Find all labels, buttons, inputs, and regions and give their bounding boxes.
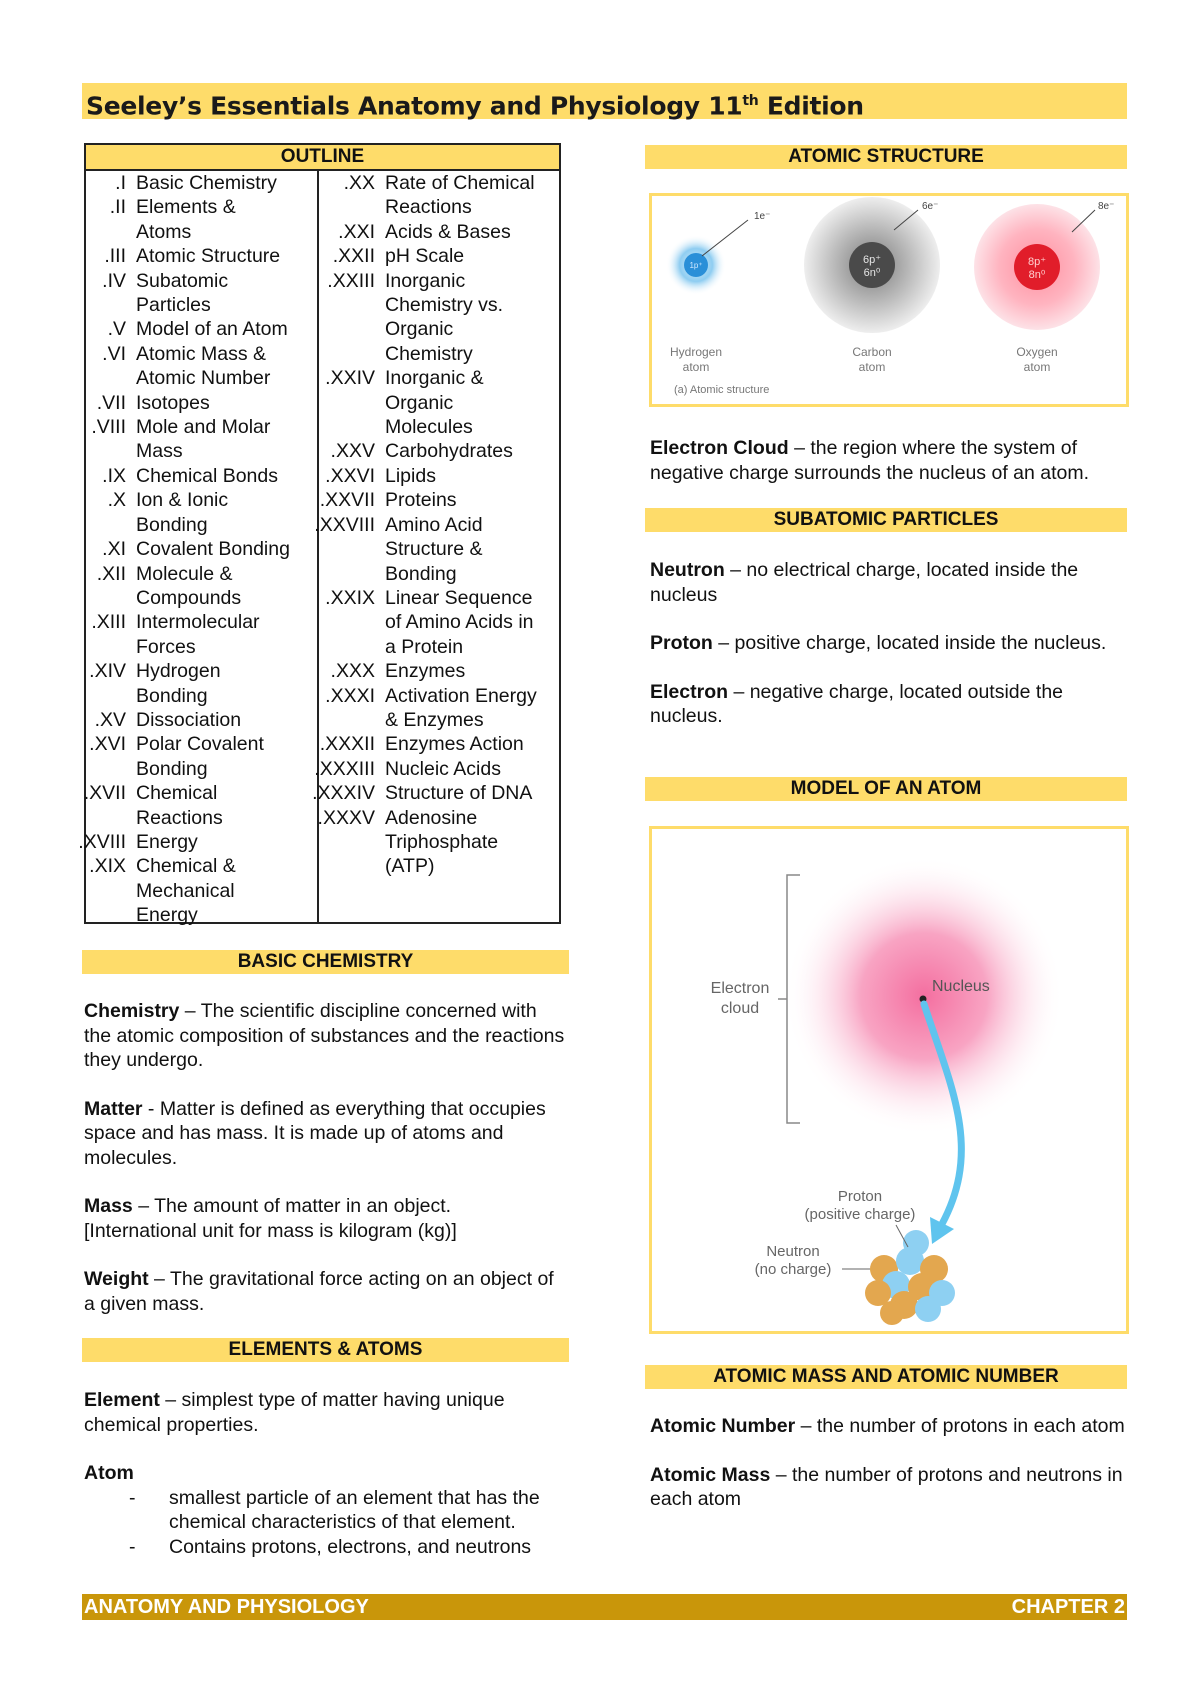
oxygen-core-label-1: 8p⁺	[1027, 256, 1047, 268]
outline-item-number	[86, 586, 136, 610]
definition-text: – negative charge, located outside the nucleus.	[650, 680, 1064, 727]
outline-item-label: Acids & Bases	[385, 220, 511, 243]
outline-item	[312, 781, 559, 805]
outline-item	[86, 854, 317, 878]
hydrogen-core-label: 1p⁺	[689, 261, 703, 270]
hydrogen-shell-label: 1e⁻	[754, 211, 771, 222]
outline-item-number	[86, 903, 136, 927]
outline-item-label: Mechanical	[136, 879, 235, 902]
section-heading-atomic-mass: ATOMIC MASS AND ATOMIC NUMBER	[645, 1365, 1127, 1389]
outline-left-column	[78, 171, 317, 928]
electron-cloud-label: Electron	[710, 980, 770, 997]
outline-item-label: (ATP)	[385, 855, 435, 878]
outline-item-label: Proteins	[385, 489, 457, 512]
outline-item	[314, 513, 559, 537]
outline-item-label: Isotopes	[136, 391, 210, 414]
definition-term: Electron	[650, 680, 729, 703]
element-definition: Element – simplest type of matter having unique chemical properties.	[84, 1389, 505, 1436]
definition-term: Weight	[84, 1268, 149, 1290]
model-of-atom-figure	[649, 826, 1129, 1334]
outline-item	[86, 488, 317, 512]
outline-item-label: Amino Acid	[385, 513, 483, 536]
definition-term: Mass	[84, 1195, 133, 1217]
outline-item-number	[86, 366, 136, 390]
outline-item-number	[319, 415, 385, 439]
outline-item-number: IX.	[102, 464, 126, 487]
outline-item-number	[319, 562, 385, 586]
outline-item-number: XV.	[94, 708, 126, 731]
oxygen-shell-label: 8e⁻	[1098, 201, 1115, 212]
proton-label-2: (positive charge)	[804, 1206, 916, 1223]
page-title: Seeley’s Essentials Anatomy and Physiology 11th Edition	[86, 91, 864, 121]
definition-paragraph	[84, 1267, 569, 1316]
outline-item-number	[86, 220, 136, 244]
outline-item	[319, 415, 559, 439]
outline-item	[319, 537, 559, 561]
outline-item	[319, 659, 559, 683]
outline-item	[86, 269, 317, 293]
outline-item-label: Molecules	[385, 416, 473, 439]
outline-item-label: Organic	[385, 391, 454, 414]
outline-item	[86, 513, 317, 537]
outline-item-label: Hydrogen	[136, 660, 221, 683]
carbon-label-2: atom	[858, 360, 886, 374]
outline-item	[83, 781, 317, 805]
outline-item	[86, 903, 317, 927]
outline-item	[86, 659, 317, 683]
definition-text: – The scientific discipline concerned with the atomic composition of substances and the reactions they undergo.	[84, 1000, 565, 1071]
outline-item-number: XXIV.	[325, 367, 375, 390]
outline-item	[319, 464, 559, 488]
atomic-structure-figure	[649, 193, 1129, 407]
outline-heading: OUTLINE	[86, 145, 559, 171]
title-bar	[82, 83, 1127, 119]
outline-item-label: Ion & Ionic	[136, 489, 229, 512]
outline-item	[86, 708, 317, 732]
outline-item	[319, 220, 559, 244]
atomic-structure-diagram	[652, 196, 1126, 404]
definition-term: Matter	[84, 1097, 143, 1120]
outline-item-label: & Enzymes	[385, 708, 484, 731]
outline-item-label: Compounds	[136, 586, 242, 609]
outline-item	[78, 830, 317, 854]
outline-item-label: Bonding	[136, 757, 208, 780]
definition-text: – The gravitational force acting on an object of a given mass.	[84, 1268, 554, 1315]
outline-item-label: Elements &	[136, 196, 236, 219]
definition-term: Atomic Mass	[650, 1463, 771, 1486]
atom-bullet: - Contains protons, electrons, and neutrons	[84, 1535, 569, 1560]
section-heading-model-of-atom: MODEL OF AN ATOM	[645, 777, 1127, 801]
outline-item	[319, 830, 559, 854]
outline-item	[319, 269, 559, 293]
definition-term: Chemistry	[84, 1000, 180, 1022]
outline-item-label: Forces	[136, 635, 196, 658]
outline-item-label: Model of an Atom	[136, 318, 288, 341]
outline-item-number	[86, 757, 136, 781]
basic-chemistry-text	[84, 999, 569, 1340]
outline-item	[319, 806, 559, 830]
definition-text: – positive charge, located inside the nucleus.	[712, 632, 1107, 654]
footer-subject: ANATOMY AND PHYSIOLOGY	[84, 1596, 369, 1618]
outline-item-label: Reactions	[385, 196, 472, 219]
outline-item-number: XX.	[343, 172, 375, 194]
definition-text: – no electrical charge, located inside the nucleus	[650, 559, 1079, 606]
definition-text: - Matter is defined as everything that occupies space and has mass. It is made up of atoms and molecules.	[84, 1097, 546, 1169]
outline-item	[86, 366, 317, 390]
outline-item-number: XXXII.	[319, 733, 375, 756]
outline-item-label: Atomic Mass &	[136, 342, 267, 365]
outline-item	[319, 708, 559, 732]
neutron-label: Neutron	[766, 1243, 820, 1260]
outline-item-number	[86, 439, 136, 463]
atom-term: Atom	[84, 1462, 134, 1484]
outline-item	[319, 439, 559, 463]
outline-item-number	[319, 317, 385, 341]
definition-term: Neutron	[650, 559, 725, 581]
oxygen-label-2: atom	[1023, 360, 1051, 374]
outline-item	[319, 342, 559, 366]
outline-item	[86, 391, 317, 415]
outline-item	[86, 732, 317, 756]
outline-item-number: XIII.	[91, 611, 126, 634]
outline-item	[86, 220, 317, 244]
outline-item-label: Energy	[136, 830, 198, 853]
outline-item-label: Structure &	[385, 538, 483, 561]
outline-item	[319, 684, 559, 708]
oxygen-core-label-2: 8n⁰	[1028, 269, 1046, 281]
outline-item-number: III.	[104, 245, 126, 268]
outline-item-number: VI.	[102, 342, 126, 365]
outline-item	[86, 537, 317, 561]
outline-item-label: Subatomic	[136, 269, 229, 292]
outline-item-number	[86, 879, 136, 903]
outline-item	[319, 195, 559, 219]
outline-item	[86, 562, 317, 586]
outline-item	[319, 854, 559, 878]
outline-item-number	[319, 195, 385, 219]
outline-item-number: XII.	[96, 562, 126, 585]
outline-item-number: VII.	[96, 391, 126, 414]
figure-caption: (a) Atomic structure	[674, 384, 770, 396]
definition-paragraph	[650, 1463, 1125, 1512]
outline-item	[86, 342, 317, 366]
outline-right-column	[312, 171, 559, 879]
outline-item	[314, 757, 559, 781]
outline-item-label: Enzymes	[385, 660, 466, 683]
outline-item-label: Mass	[136, 440, 183, 463]
outline-item-label: Covalent Bonding	[136, 538, 290, 561]
outline-item-label: Reactions	[136, 806, 223, 829]
outline-item	[86, 610, 317, 634]
outline-item-number: XIV.	[89, 660, 126, 683]
outline-item	[319, 391, 559, 415]
outline-item-number: XVIII.	[78, 830, 126, 853]
outline-item-label: of Amino Acids in	[385, 611, 534, 634]
outline-item-number	[319, 342, 385, 366]
definition-text: – the number of protons and neutrons in each atom	[650, 1463, 1123, 1510]
atom-bullet-list	[84, 1486, 569, 1560]
atomic-mass-text	[650, 1414, 1125, 1536]
outline-item	[86, 757, 317, 781]
outline-item-number: XXX.	[330, 660, 375, 683]
outline-item-label: Polar Covalent	[136, 733, 264, 756]
outline-item-label: Inorganic &	[385, 367, 484, 390]
outline-item-number: XXIX.	[325, 586, 375, 609]
outline-item-number	[319, 854, 385, 878]
outline-item-label: a Protein	[385, 635, 464, 658]
outline-item-label: Basic Chemistry	[136, 172, 277, 194]
electron-cloud-label-2: cloud	[720, 1000, 760, 1017]
proton-label: Proton	[837, 1188, 883, 1205]
outline-item-number	[86, 513, 136, 537]
outline-item-label: Chemical Bonds	[136, 464, 278, 487]
outline-item-number	[319, 635, 385, 659]
outline-item	[86, 806, 317, 830]
outline-item	[319, 293, 559, 317]
outline-item-label: Enzymes Action	[385, 733, 524, 756]
outline-item-label: Structure of DNA	[385, 782, 533, 805]
outline-item-label: Inorganic	[385, 269, 466, 292]
outline-item	[319, 732, 559, 756]
section-heading-basic-chemistry: BASIC CHEMISTRY	[82, 950, 569, 974]
outline-item	[86, 195, 317, 219]
outline-item-number: XXIII.	[327, 269, 375, 292]
outline-item-number: II.	[109, 196, 126, 219]
outline-item-label: Bonding	[385, 562, 457, 585]
outline-table	[78, 143, 561, 927]
definition-term: Atomic Number	[650, 1415, 796, 1437]
outline-item-label: Energy	[136, 904, 198, 927]
outline-item-label: Organic	[385, 318, 454, 341]
outline-item	[319, 366, 559, 390]
footer-chapter: CHAPTER 2	[1011, 1596, 1125, 1618]
definition-text: – The amount of matter in an object. [International unit for mass is kilogram (kg)]	[84, 1195, 457, 1242]
outline-item	[319, 317, 559, 341]
outline-item-label: pH Scale	[385, 245, 465, 268]
outline-item-label: Chemistry	[385, 342, 473, 365]
outline-item	[86, 244, 317, 268]
definition-paragraph	[650, 1414, 1125, 1439]
atom-bullet: - smallest particle of an element that has the chemical characteristics of that element.	[84, 1486, 569, 1535]
outline-item-number: XXVIII.	[314, 513, 375, 536]
outline-item-label: Nucleic Acids	[385, 757, 501, 780]
outline-item	[86, 464, 317, 488]
definition-paragraph	[650, 680, 1125, 729]
section-heading-atomic-structure: ATOMIC STRUCTURE	[645, 145, 1127, 169]
outline-item-number	[86, 806, 136, 830]
outline-item	[86, 879, 317, 903]
outline-item-number	[86, 293, 136, 317]
subatomic-text	[650, 558, 1125, 753]
outline-item	[319, 610, 559, 634]
section-heading-subatomic-particles: SUBATOMIC PARTICLES	[645, 508, 1127, 532]
outline-item-label: Carbohydrates	[385, 440, 513, 463]
outline-item-number: V.	[107, 318, 126, 341]
outline-item-number	[319, 391, 385, 415]
outline-item-label: Linear Sequence	[385, 586, 533, 609]
outline-item-number	[319, 708, 385, 732]
outline-item-number	[319, 610, 385, 634]
outline-item	[86, 684, 317, 708]
outline-item-label: Activation Energy	[385, 684, 537, 707]
outline-item-label: Adenosine	[385, 806, 478, 829]
outline-item-label: Bonding	[136, 513, 208, 536]
outline-item-number: XXII.	[332, 245, 375, 268]
outline-item	[86, 171, 317, 195]
outline-item-label: Rate of Chemical	[385, 172, 535, 194]
outline-item	[86, 635, 317, 659]
outline-item	[319, 488, 559, 512]
outline-item-number: XIX.	[89, 855, 126, 878]
outline-item-label: Molecule &	[136, 562, 233, 585]
outline-item-number: XVI.	[89, 733, 126, 756]
electron-cloud-text: Electron Cloud – the region where the system of negative charge surrounds the nucleus of an atom.	[650, 437, 1090, 484]
outline-item	[86, 293, 317, 317]
outline-item	[319, 562, 559, 586]
definition-paragraph	[84, 1194, 569, 1243]
outline-item-label: Lipids	[385, 464, 436, 487]
outline-item	[86, 439, 317, 463]
carbon-shell-label: 6e⁻	[922, 201, 939, 212]
outline-item	[319, 171, 559, 195]
outline-item-number	[86, 635, 136, 659]
outline-item-number	[319, 293, 385, 317]
outline-item-number: VIII.	[91, 416, 126, 439]
outline-item-label: Intermolecular	[136, 611, 260, 634]
outline-item	[86, 317, 317, 341]
neutron-label-2: (no charge)	[754, 1261, 832, 1278]
outline-item-number: XXXV.	[317, 806, 375, 829]
hydrogen-label: Hydrogen	[669, 345, 723, 359]
outline-item-number: XXXIV.	[312, 782, 375, 805]
outline-item-label: Particles	[136, 294, 211, 317]
hydrogen-label-2: atom	[682, 360, 710, 374]
outline-item-label: Chemical	[136, 782, 218, 805]
outline-item-label: Triphosphate	[385, 830, 499, 853]
outline-item-number: XXV.	[330, 440, 375, 463]
outline-item-label: Chemical &	[136, 855, 236, 878]
outline-item-number: XXVII.	[319, 489, 375, 512]
outline-item-label: Chemistry vs.	[385, 294, 504, 317]
outline-item-label: Mole and Molar	[136, 416, 271, 439]
definition-paragraph	[650, 631, 1125, 656]
definition-term: Proton	[650, 632, 713, 654]
outline-item-number: XXI.	[338, 220, 375, 243]
oxygen-label: Oxygen	[1016, 345, 1058, 359]
model-of-atom-diagram	[652, 829, 1126, 1331]
outline-item-label: Bonding	[136, 684, 208, 707]
outline-item-number: XVII.	[83, 782, 126, 805]
outline-item-label: Dissociation	[136, 708, 242, 731]
nucleus-cluster	[865, 1230, 955, 1325]
outline-item-label: Atoms	[136, 220, 192, 243]
outline-item	[319, 244, 559, 268]
outline-item-number: XI.	[102, 538, 126, 561]
definition-paragraph	[650, 558, 1125, 607]
outline-item-label: Atomic Number	[136, 367, 271, 390]
section-heading-elements-atoms: ELEMENTS & ATOMS	[82, 1338, 569, 1362]
outline-item-number	[86, 684, 136, 708]
outline-item-label: Atomic Structure	[136, 245, 281, 268]
outline-item-number: I.	[115, 172, 126, 194]
carbon-label: Carbon	[852, 345, 892, 359]
outline-item-number: XXXIII.	[314, 757, 375, 780]
carbon-core-label-2: 6n⁰	[863, 267, 881, 279]
outline-item-number: XXXI.	[325, 684, 375, 707]
outline-item	[319, 635, 559, 659]
outline-item-number: X.	[107, 489, 126, 512]
definition-paragraph	[84, 999, 569, 1073]
outline-item-number: XXVI.	[325, 464, 375, 487]
carbon-core-label-1: 6p⁺	[862, 254, 882, 266]
elements-atoms-text	[84, 1388, 569, 1559]
outline-item-number: IV.	[102, 269, 126, 292]
outline-item	[86, 586, 317, 610]
footer-bar	[82, 1594, 1127, 1620]
nucleus-label: Nucleus	[932, 978, 990, 995]
outline-item	[86, 415, 317, 439]
definition-text: – the number of protons in each atom	[795, 1415, 1125, 1437]
outline-item	[319, 586, 559, 610]
definition-paragraph	[84, 1097, 569, 1171]
outline-item-number	[319, 537, 385, 561]
outline-item-number	[319, 830, 385, 854]
